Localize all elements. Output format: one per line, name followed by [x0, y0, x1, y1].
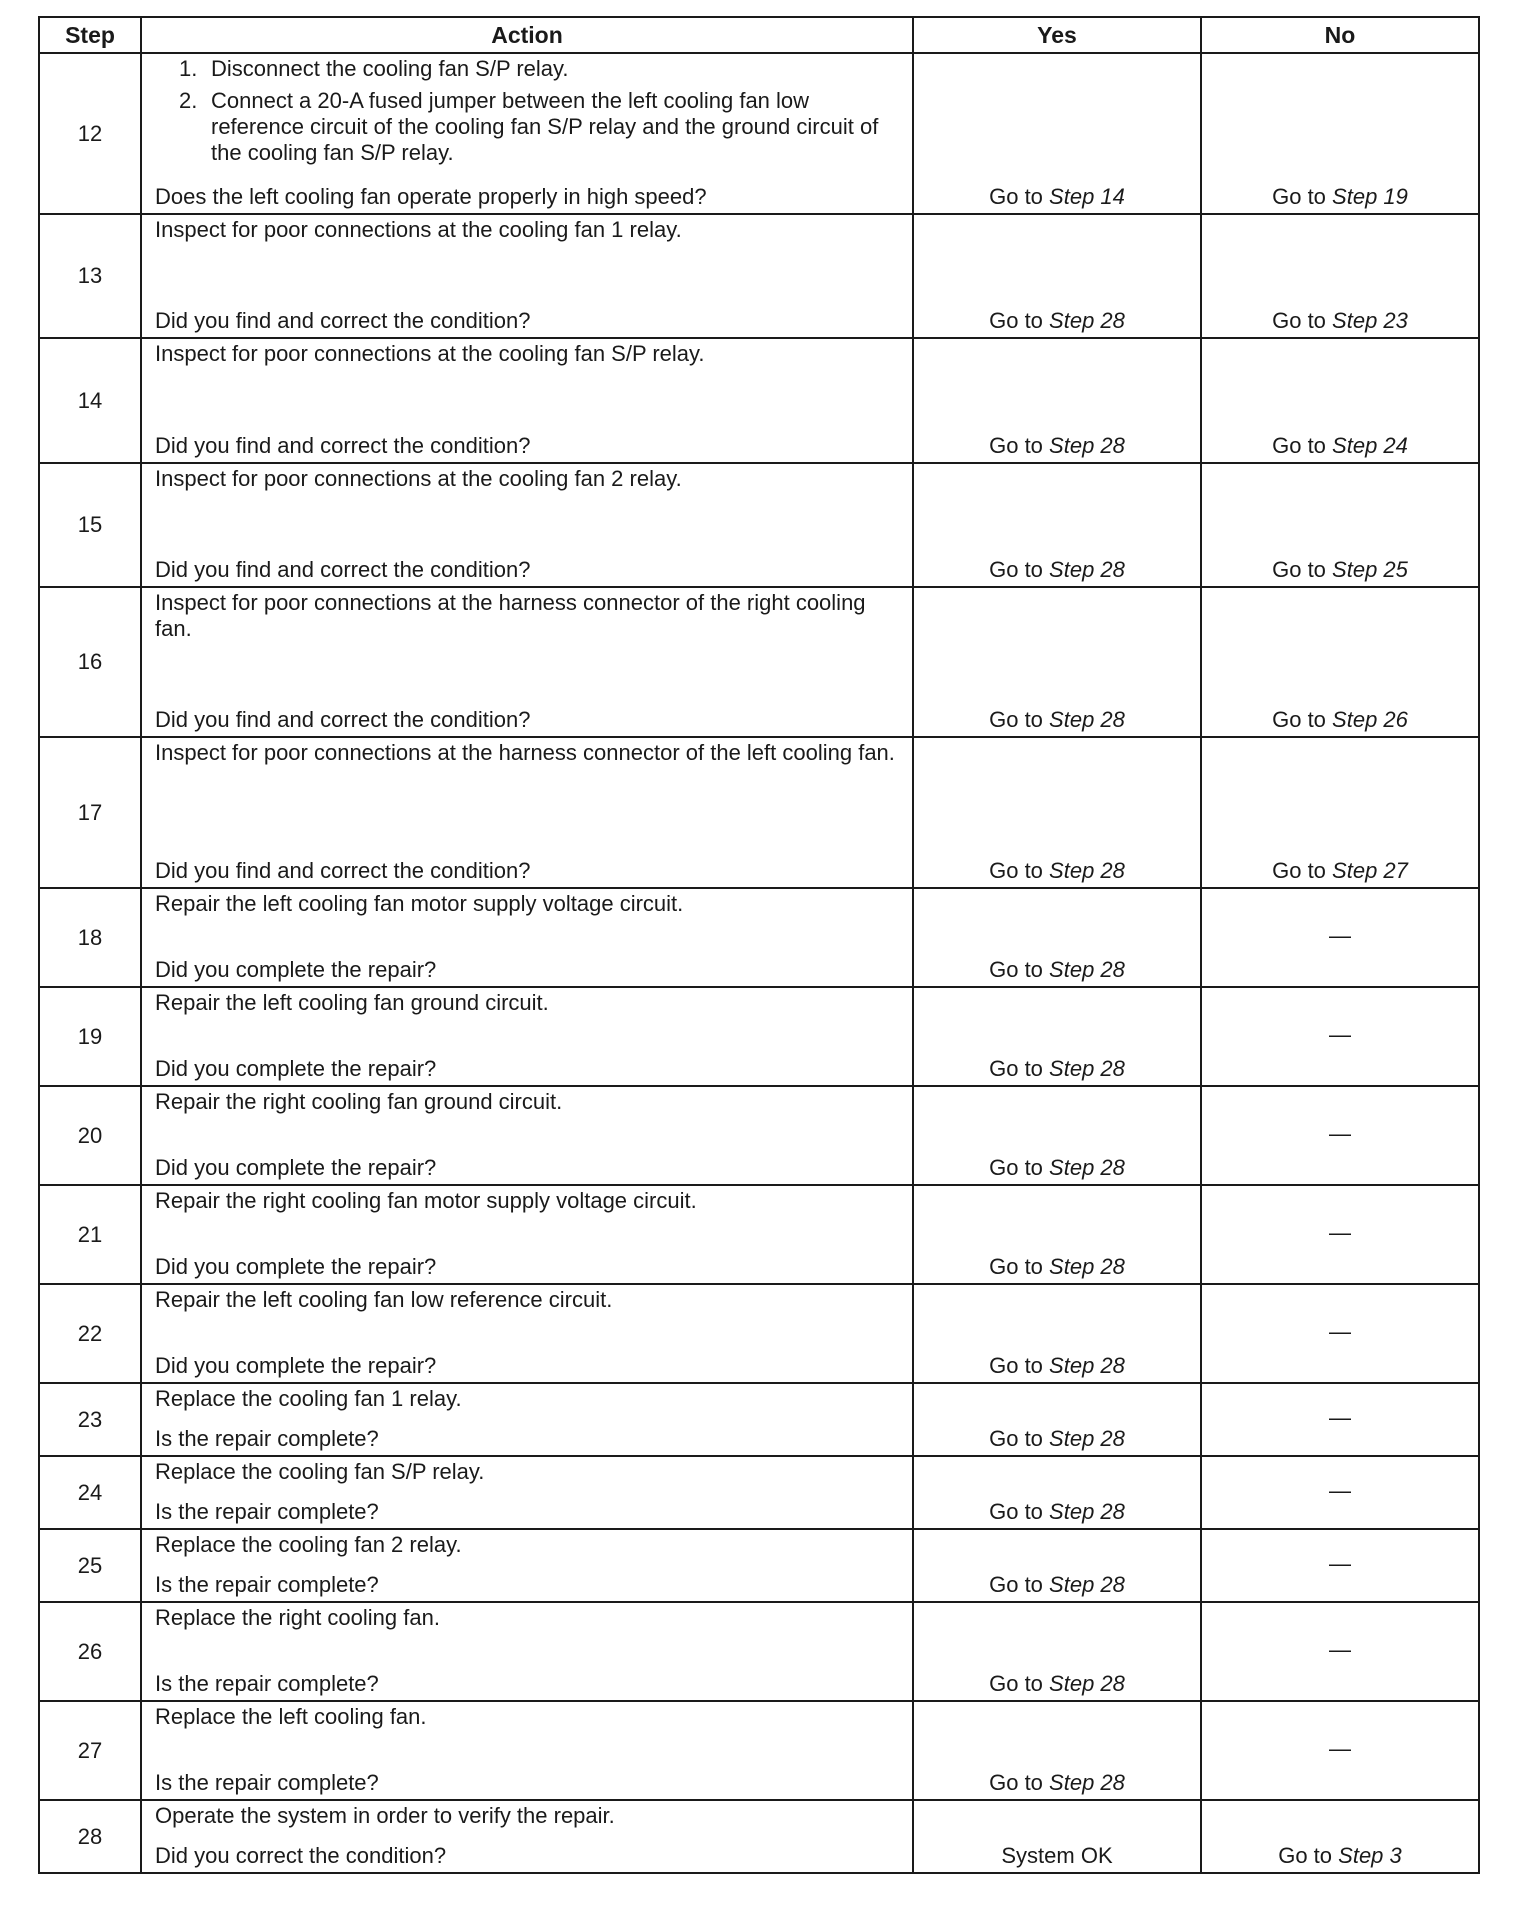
table-row [39, 1383, 1479, 1456]
no-goto-prefix: Go to [1272, 858, 1326, 883]
step-number: 19 [39, 987, 141, 1086]
table-row [39, 338, 1479, 463]
table-row [39, 1456, 1479, 1529]
step-number: 28 [39, 1800, 141, 1873]
yes-result [913, 463, 1201, 587]
action-content [142, 1384, 912, 1455]
table-row [39, 1284, 1479, 1383]
action-text: Repair the left cooling fan motor supply voltage circuit. [155, 891, 684, 916]
yes-goto-prefix: Go to [989, 433, 1043, 458]
yes-step-ref: Step 28 [1049, 858, 1125, 883]
action-content [142, 339, 912, 462]
yes-step-ref: Step 14 [1049, 184, 1125, 209]
no-result: — [1201, 1284, 1479, 1383]
yes-goto-prefix: Go to [989, 957, 1043, 982]
step-number: 26 [39, 1602, 141, 1701]
header-row [39, 17, 1479, 53]
no-goto-prefix: Go to [1272, 557, 1326, 582]
yes-step-ref: Step 28 [1049, 1353, 1125, 1378]
no-result [1201, 463, 1479, 587]
yes-result [913, 214, 1201, 338]
header-step: Step [39, 17, 141, 53]
action-text: Operate the system in order to verify the repair. [155, 1803, 615, 1828]
action-text: Repair the right cooling fan ground circuit. [155, 1089, 563, 1114]
action-cell [141, 737, 913, 888]
yes-result [913, 587, 1201, 737]
action-cell [141, 888, 913, 987]
action-cell [141, 338, 913, 463]
no-step-ref: Step 27 [1332, 858, 1408, 883]
yes-step-ref: Step 28 [1049, 1770, 1125, 1795]
step-number: 27 [39, 1701, 141, 1800]
no-step-ref: Step 3 [1338, 1843, 1402, 1868]
action-text: Inspect for poor connections at the cooling fan 1 relay. [155, 217, 682, 242]
yes-step-ref: Step 28 [1049, 1155, 1125, 1180]
table-row [39, 53, 1479, 214]
substep-item [179, 88, 902, 166]
action-question: Is the repair complete? [155, 1499, 379, 1524]
action-question: Did you complete the repair? [155, 1254, 437, 1279]
yes-step-ref: Step 28 [1049, 308, 1125, 333]
step-number: 12 [39, 53, 141, 214]
no-result [1201, 214, 1479, 338]
header-action: Action [141, 17, 913, 53]
step-number: 18 [39, 888, 141, 987]
step-number: 13 [39, 214, 141, 338]
yes-goto-prefix: Go to [989, 308, 1043, 333]
substep-list [155, 56, 902, 172]
substep-text: Connect a 20-A fused jumper between the left cooling fan low reference circuit of the cooling fan S/P relay and the ground circuit of the cooling fan S/P relay. [211, 88, 879, 165]
action-question: Is the repair complete? [155, 1671, 379, 1696]
action-content [142, 1530, 912, 1601]
action-cell [141, 1456, 913, 1529]
no-result: — [1201, 987, 1479, 1086]
table-body [39, 53, 1479, 1873]
yes-result [913, 1185, 1201, 1284]
substep-text: Disconnect the cooling fan S/P relay. [211, 56, 569, 81]
action-question: Did you complete the repair? [155, 957, 437, 982]
action-cell [141, 1383, 913, 1456]
action-text: Replace the cooling fan 2 relay. [155, 1532, 462, 1557]
action-cell [141, 1602, 913, 1701]
action-text: Repair the left cooling fan low reference circuit. [155, 1287, 613, 1312]
no-goto-prefix: Go to [1278, 1843, 1333, 1868]
step-number: 17 [39, 737, 141, 888]
table-row [39, 1701, 1479, 1800]
action-question: Did you find and correct the condition? [155, 557, 531, 582]
yes-step-ref: Step 28 [1049, 1254, 1125, 1279]
action-cell [141, 587, 913, 737]
action-text: Replace the left cooling fan. [155, 1704, 427, 1729]
action-cell [141, 1185, 913, 1284]
yes-goto-prefix: Go to [989, 184, 1043, 209]
action-text: Replace the cooling fan 1 relay. [155, 1386, 462, 1411]
action-content [142, 588, 912, 736]
yes-step-ref: Step 28 [1049, 433, 1125, 458]
no-result: — [1201, 1602, 1479, 1701]
yes-step-ref: Step 28 [1049, 1572, 1125, 1597]
no-result: — [1201, 1086, 1479, 1185]
no-step-ref: Step 24 [1332, 433, 1408, 458]
no-goto-prefix: Go to [1272, 433, 1326, 458]
action-question: Did you correct the condition? [155, 1843, 447, 1868]
yes-step-ref: Step 28 [1049, 707, 1125, 732]
yes-goto-prefix: Go to [989, 1353, 1043, 1378]
no-result [1201, 53, 1479, 214]
diagnostic-table [38, 16, 1480, 1874]
yes-goto-prefix: Go to [989, 707, 1043, 732]
action-cell [141, 53, 913, 214]
action-text: Inspect for poor connections at the harness connector of the left cooling fan. [155, 740, 895, 765]
action-question: Is the repair complete? [155, 1572, 379, 1597]
no-result [1201, 587, 1479, 737]
yes-goto-prefix: Go to [989, 1671, 1043, 1696]
no-goto-prefix: Go to [1272, 184, 1326, 209]
action-content [142, 464, 912, 586]
step-number: 15 [39, 463, 141, 587]
action-content [142, 1801, 912, 1872]
step-number: 24 [39, 1456, 141, 1529]
yes-step-ref: Step 28 [1049, 957, 1125, 982]
yes-goto-prefix: Go to [989, 1499, 1043, 1524]
table-row [39, 1185, 1479, 1284]
no-step-ref: Step 23 [1332, 308, 1408, 333]
table-row [39, 463, 1479, 587]
action-text: Inspect for poor connections at the harness connector of the right cooling fan. [155, 590, 866, 641]
yes-result [913, 888, 1201, 987]
table-row [39, 1602, 1479, 1701]
action-content [142, 54, 912, 213]
action-question: Did you find and correct the condition? [155, 308, 531, 333]
action-text: Inspect for poor connections at the cooling fan S/P relay. [155, 341, 705, 366]
substep-item [179, 56, 902, 82]
yes-goto-prefix: Go to [989, 1155, 1043, 1180]
action-question: Did you find and correct the condition? [155, 858, 531, 883]
action-content [142, 215, 912, 337]
action-content [142, 1603, 912, 1700]
action-content [142, 988, 912, 1085]
no-step-ref: Step 25 [1332, 557, 1408, 582]
yes-result [913, 987, 1201, 1086]
yes-result [913, 1529, 1201, 1602]
action-text: Repair the left cooling fan ground circuit. [155, 990, 549, 1015]
yes-result [913, 1456, 1201, 1529]
yes-step-ref: Step 28 [1049, 557, 1125, 582]
table-row [39, 1529, 1479, 1602]
action-text: Replace the cooling fan S/P relay. [155, 1459, 485, 1484]
no-result: — [1201, 1529, 1479, 1602]
action-content [142, 1702, 912, 1799]
yes-result [913, 1602, 1201, 1701]
yes-result [913, 737, 1201, 888]
yes-result [913, 1284, 1201, 1383]
action-cell [141, 1284, 913, 1383]
action-cell [141, 1800, 913, 1873]
action-content [142, 1457, 912, 1528]
action-cell [141, 1701, 913, 1800]
action-content [142, 738, 912, 887]
action-question: Is the repair complete? [155, 1426, 379, 1451]
action-text: Replace the right cooling fan. [155, 1605, 440, 1630]
no-result: — [1201, 888, 1479, 987]
step-number: 16 [39, 587, 141, 737]
yes-goto-prefix: Go to [989, 1056, 1043, 1081]
yes-goto-prefix: Go to [989, 858, 1043, 883]
yes-step-ref: Step 28 [1049, 1499, 1125, 1524]
yes-goto-prefix: Go to [989, 557, 1043, 582]
step-number: 21 [39, 1185, 141, 1284]
yes-step-ref: Step 28 [1049, 1671, 1125, 1696]
yes-result [913, 53, 1201, 214]
action-cell [141, 987, 913, 1086]
no-goto-prefix: Go to [1272, 308, 1326, 333]
header-no: No [1201, 17, 1479, 53]
step-number: 20 [39, 1086, 141, 1185]
action-content [142, 1186, 912, 1283]
table-row [39, 987, 1479, 1086]
substep-number: 2. [179, 88, 198, 113]
yes-goto-prefix: Go to [989, 1254, 1043, 1279]
yes-result: System OK [913, 1800, 1201, 1873]
no-result [1201, 737, 1479, 888]
yes-goto-prefix: Go to [989, 1426, 1043, 1451]
action-question: Did you find and correct the condition? [155, 433, 531, 458]
action-cell [141, 463, 913, 587]
no-goto-prefix: Go to [1272, 707, 1326, 732]
action-question: Does the left cooling fan operate properly in high speed? [155, 184, 707, 209]
action-content [142, 1087, 912, 1184]
step-number: 25 [39, 1529, 141, 1602]
no-step-ref: Step 19 [1332, 184, 1408, 209]
table-row [39, 214, 1479, 338]
action-content [142, 1285, 912, 1382]
action-cell [141, 214, 913, 338]
step-number: 22 [39, 1284, 141, 1383]
no-step-ref: Step 26 [1332, 707, 1408, 732]
action-cell [141, 1529, 913, 1602]
step-number: 23 [39, 1383, 141, 1456]
action-text: Repair the right cooling fan motor supply voltage circuit. [155, 1188, 697, 1213]
yes-goto-prefix: Go to [989, 1572, 1043, 1597]
yes-goto-prefix: Go to [989, 1770, 1043, 1795]
table-row [39, 737, 1479, 888]
table-row [39, 1086, 1479, 1185]
table-row [39, 1800, 1479, 1873]
table-row [39, 888, 1479, 987]
yes-result [913, 338, 1201, 463]
action-question: Did you complete the repair? [155, 1353, 437, 1378]
table-row [39, 587, 1479, 737]
no-result: — [1201, 1185, 1479, 1284]
yes-result [913, 1383, 1201, 1456]
yes-step-ref: Step 28 [1049, 1426, 1125, 1451]
action-content [142, 889, 912, 986]
header-yes: Yes [913, 17, 1201, 53]
action-question: Is the repair complete? [155, 1770, 379, 1795]
no-result: — [1201, 1456, 1479, 1529]
no-result [1201, 1800, 1479, 1873]
yes-result [913, 1701, 1201, 1800]
action-cell [141, 1086, 913, 1185]
no-result: — [1201, 1701, 1479, 1800]
no-result [1201, 338, 1479, 463]
no-result: — [1201, 1383, 1479, 1456]
action-question: Did you complete the repair? [155, 1056, 437, 1081]
yes-step-ref: Step 28 [1049, 1056, 1125, 1081]
action-question: Did you find and correct the condition? [155, 707, 531, 732]
yes-result [913, 1086, 1201, 1185]
action-text: Inspect for poor connections at the cooling fan 2 relay. [155, 466, 682, 491]
action-question: Did you complete the repair? [155, 1155, 437, 1180]
substep-number: 1. [179, 56, 198, 81]
step-number: 14 [39, 338, 141, 463]
